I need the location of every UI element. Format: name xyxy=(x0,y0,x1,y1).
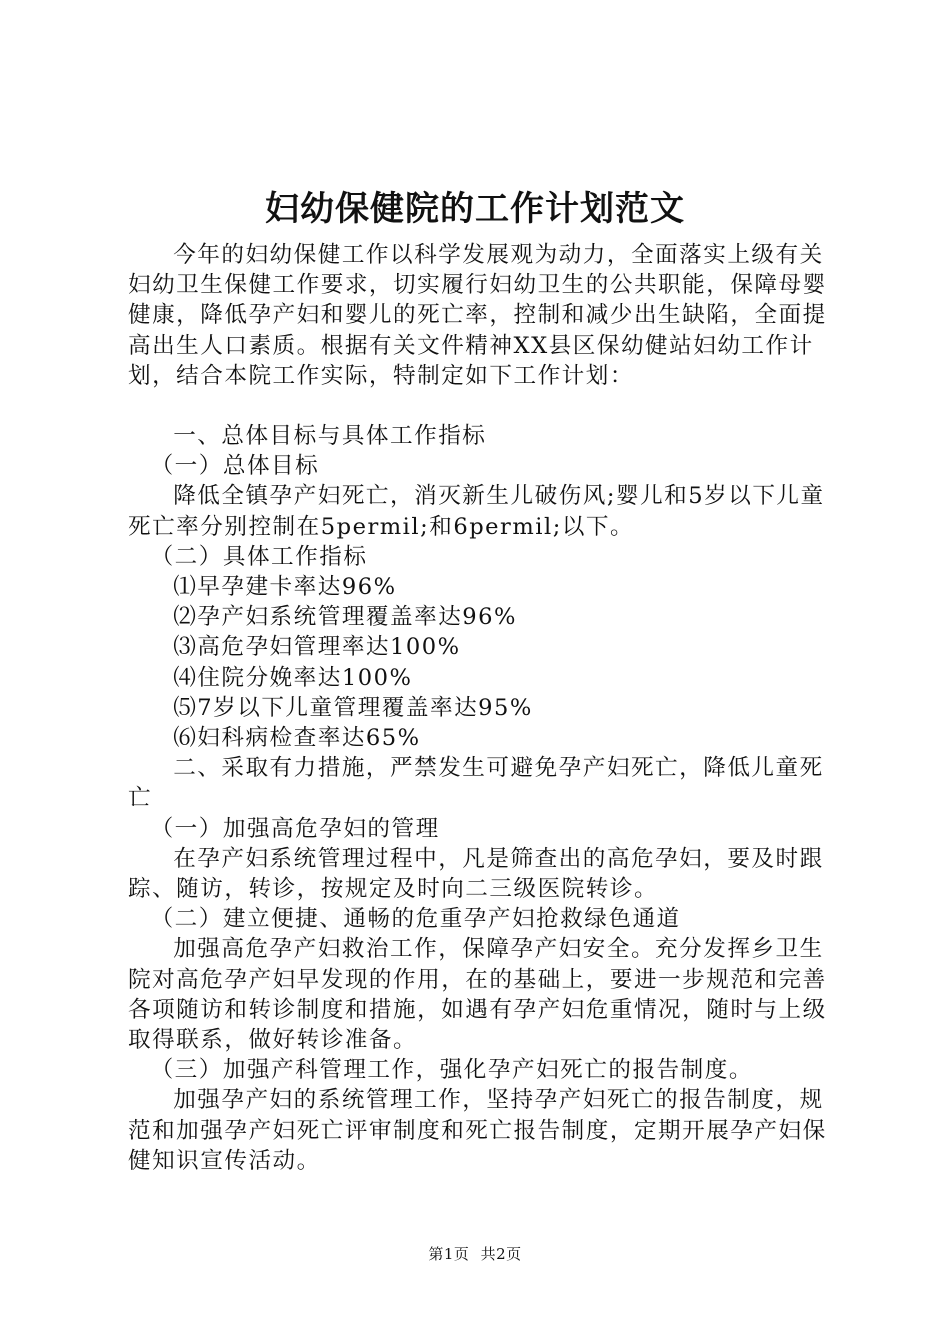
section1-heading: 一、总体目标与具体工作指标 xyxy=(173,423,487,450)
section1-sub2-heading: （二）具体工作指标 xyxy=(150,543,368,570)
section2-heading: 二、采取有力措施，严禁发生可避免孕产妇死亡，降低儿童死亡 xyxy=(128,755,824,812)
document-body xyxy=(128,240,838,1176)
section2-sub1-heading: （一）加强高危孕妇的管理 xyxy=(150,815,440,842)
indicator-item: ⑶高危孕妇管理率达100% xyxy=(173,634,461,661)
indicator-item: ⑴早孕建卡率达96% xyxy=(173,574,397,601)
section1-sub1-text: 降低全镇孕产妇死亡，消灭新生儿破伤风;婴儿和5岁以下儿童死亡率分别控制在5permil;和6permil;以下。 xyxy=(128,483,825,540)
indicator-item: ⑹妇科病检查率达65% xyxy=(173,725,421,752)
section2-sub3-heading: （三）加强产科管理工作，强化孕产妇死亡的报告制度。 xyxy=(150,1057,753,1084)
section2-sub3-text: 加强孕产妇的系统管理工作，坚持孕产妇死亡的报告制度，规范和加强孕产妇死亡评审制度和死亡报告制度，定期开展孕产妇保健知识宣传活动。 xyxy=(128,1087,827,1174)
page-footer xyxy=(0,1244,950,1264)
paragraph-gap xyxy=(128,391,838,421)
indicator-item: ⑵孕产妇系统管理覆盖率达96% xyxy=(173,604,518,631)
section2-sub2-text: 加强高危孕产妇救治工作，保障孕产妇安全。充分发挥乡卫生院对高危孕产妇早发现的作用，在的基础上，要进一步规范和完善各项随访和转诊制度和措施，如遇有孕产妇危重情况，随时与上级取得联系，做好转诊准备。 xyxy=(128,936,827,1054)
section2-sub2-heading: （二）建立便捷、通畅的危重孕产妇抢救绿色通道 xyxy=(150,906,681,933)
indicator-item: ⑷住院分娩率达100% xyxy=(173,664,413,691)
indicator-item: ⑸7岁以下儿童管理覆盖率达95% xyxy=(173,694,533,721)
section2-sub1-text: 在孕产妇系统管理过程中，凡是筛查出的高危孕妇，要及时跟踪、随访，转诊，按规定及时向二三级医院转诊。 xyxy=(128,845,824,903)
intro-paragraph: 今年的妇幼保健工作以科学发展观为动力，全面落实上级有关妇幼卫生保健工作要求，切实履行妇幼卫生的公共职能，保障母婴健康，降低孕产妇和婴儿的死亡率，控制和减少出生缺陷，全面提高出生人口素质。根据有关文件精神XX县区保幼健站妇幼工作计划，结合本院工作实际，特制定如下工作计划： xyxy=(128,242,827,389)
page-number: 第1页 xyxy=(428,1245,470,1263)
section1-sub1-heading: （一）总体目标 xyxy=(150,453,320,480)
document-title: 妇幼保健院的工作计划范文 xyxy=(265,189,685,229)
page-total: 共2页 xyxy=(480,1245,522,1263)
